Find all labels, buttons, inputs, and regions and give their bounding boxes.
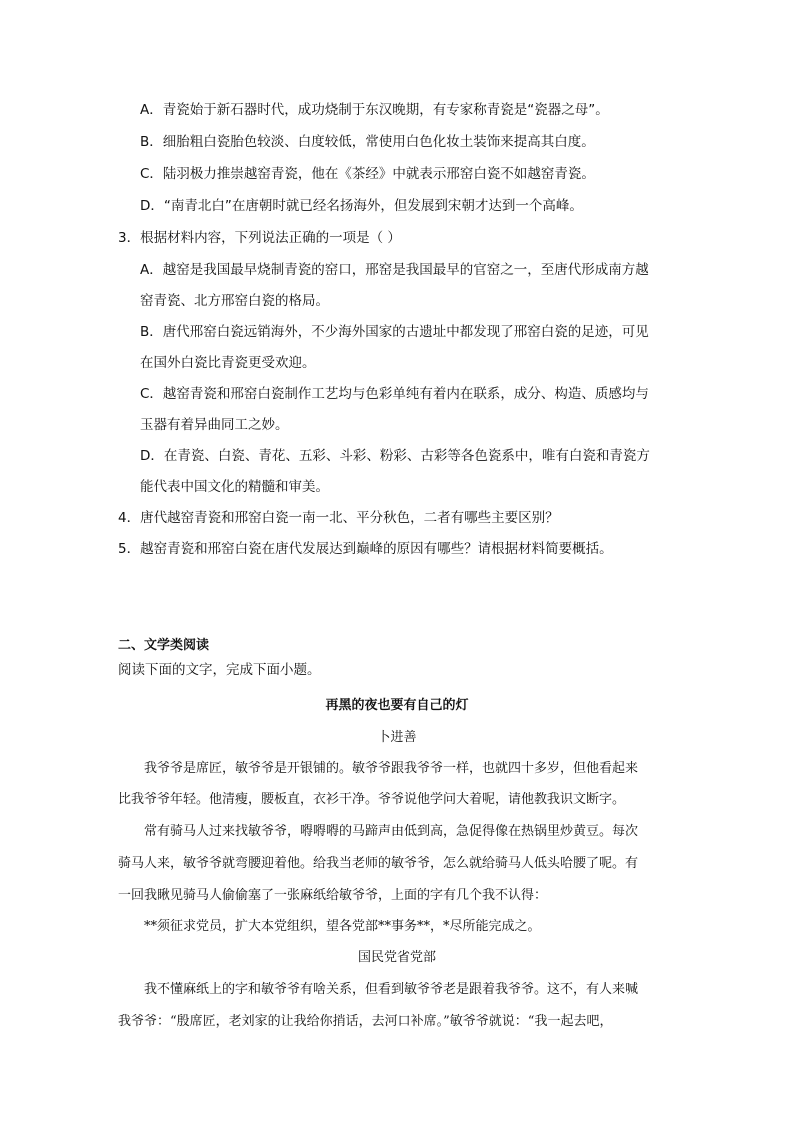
q2-option-b: B．细胎粗白瓷胎色较淡、白度较低，常使用白色化妆土装饰来提高其白度。 xyxy=(140,134,595,150)
q3-option-b-line2: 在国外白瓷比青瓷更受欢迎。 xyxy=(140,355,316,371)
q3-stem: 3．根据材料内容，下列说法正确的一项是（ ） xyxy=(118,230,401,246)
q3-option-b-line1: B．唐代邢窑白瓷远销海外，不少海外国家的古遗址中都发现了邢窑白瓷的足迹，可见 xyxy=(140,324,649,340)
q3-option-a-line2: 窑青瓷、北方邢窑白瓷的格局。 xyxy=(140,293,329,309)
story-paragraph-2-line1: 常有骑马人过来找敏爷爷，嘚嘚嘚的马蹄声由低到高，急促得像在热锅里炒黄豆。每次 xyxy=(144,824,639,839)
q5-stem: 5．越窑青瓷和邢窑白瓷在唐代发展达到巅峰的原因有哪些？请根据材料简要概括。 xyxy=(118,541,613,557)
story-note-signature: 国民党省党部 xyxy=(357,950,436,965)
story-paragraph-1-line2: 比我爷爷年轻。他清瘦，腰板直，衣衫干净。爷爷说他学问大着呢，请他教我识文断字。 xyxy=(118,792,626,807)
q2-option-c: C．陆羽极力推崇越窑青瓷，他在《茶经》中就表示邢窑白瓷不如越窑青瓷。 xyxy=(140,166,595,182)
section-heading: 二、文学类阅读 xyxy=(118,638,210,653)
story-note: **须征求党员，扩大本党组织，望各党部**事务**，*尽所能完成之。 xyxy=(144,919,541,934)
q4-stem: 4．唐代越窑青瓷和邢窑白瓷一南一北、平分秋色，二者有哪些主要区别？ xyxy=(118,510,559,526)
story-paragraph-3-line2: 我爷爷：“殷席匠，老刘家的让我给你捎话，去河口补席。”敏爷爷就说：“我一起去吧， xyxy=(118,1014,613,1029)
story-paragraph-2-line3: 一回我瞅见骑马人偷偷塞了一张麻纸给敏爷爷，上面的字有几个我不认得： xyxy=(118,888,548,903)
story-author: 卜进善 xyxy=(377,730,417,745)
story-paragraph-3-line1: 我不懂麻纸上的字和敏爷爷有啥关系，但看到敏爷爷老是跟着我爷爷。这不，有人来喊 xyxy=(144,982,639,997)
q3-option-d-line1: D．在青瓷、白瓷、青花、五彩、斗彩、粉彩、古彩等各色瓷系中，唯有白瓷和青瓷方 xyxy=(140,448,650,464)
story-paragraph-1-line1: 我爷爷是席匠，敏爷爷是开银铺的。敏爷爷跟我爷爷一样，也就四十多岁，但他看起来 xyxy=(144,761,639,776)
story-title: 再黑的夜也要有自己的灯 xyxy=(325,698,469,713)
story-paragraph-2-line2: 骑马人来，敏爷爷就弯腰迎着他。给我当老师的敏爷爷，怎么就给骑马人低头哈腰了呢。有 xyxy=(118,856,639,871)
q3-option-c-line2: 玉器有着异曲同工之妙。 xyxy=(140,417,289,433)
q2-option-a: A．青瓷始于新石器时代，成功烧制于东汉晚期，有专家称青瓷是“瓷器之母”。 xyxy=(140,102,609,118)
q3-option-c-line1: C．越窑青瓷和邢窑白瓷制作工艺均与色彩单纯有着内在联系，成分、构造、质感均与 xyxy=(140,386,649,402)
q3-option-a-line1: A．越窑是我国最早烧制青瓷的窑口，邢窑是我国最早的官窑之一，至唐代形成南方越 xyxy=(140,262,649,278)
q2-option-d: D．“南青北白”在唐朝时就已经名扬海外，但发展到宋朝才达到一个高峰。 xyxy=(140,198,583,214)
q3-option-d-line2: 能代表中国文化的精髓和审美。 xyxy=(140,479,329,495)
section-instruction: 阅读下面的文字，完成下面小题。 xyxy=(118,662,321,678)
